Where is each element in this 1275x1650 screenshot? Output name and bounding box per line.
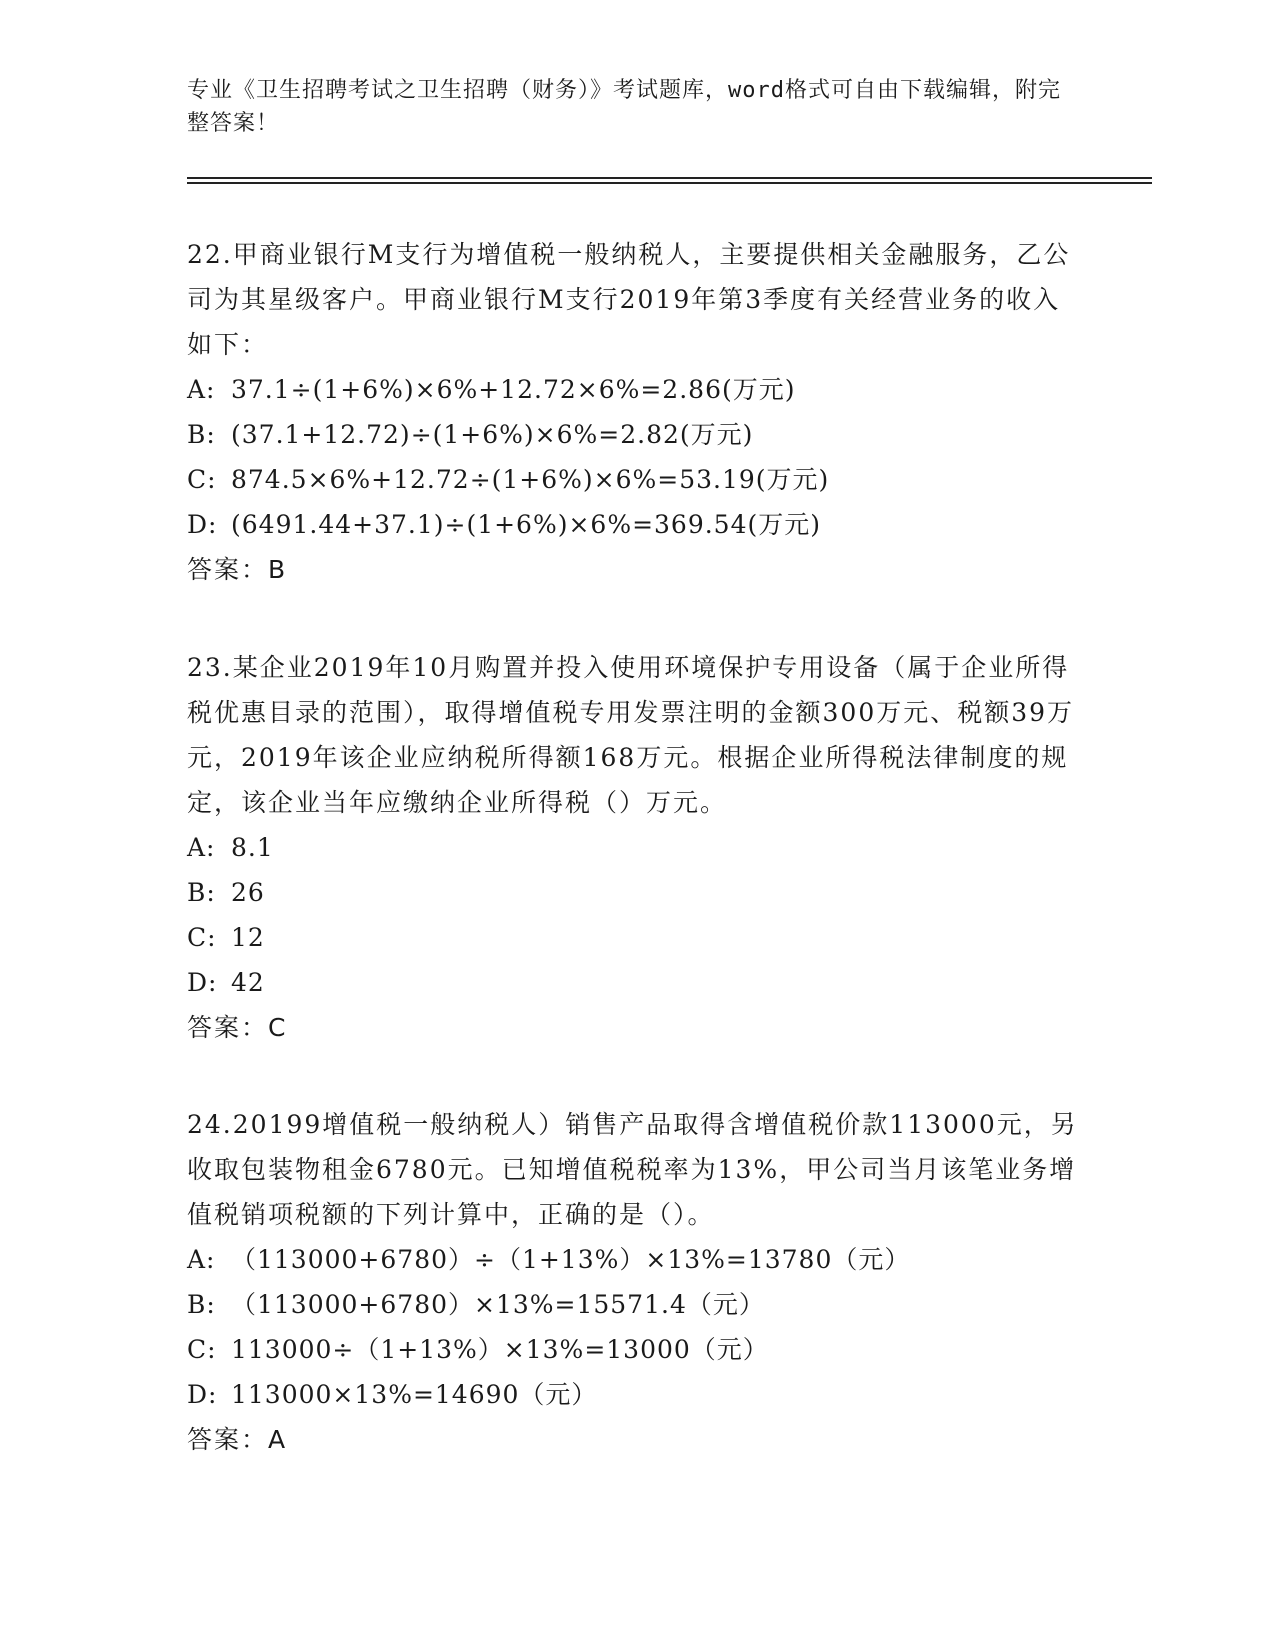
answer-line: 答案：C (187, 1013, 288, 1042)
question-23 (187, 645, 1087, 1050)
option-text: 12 (231, 923, 265, 952)
option-text: （113000+6780）×13%=15571.4（元） (231, 1290, 765, 1319)
answer-line: 答案：A (187, 1425, 288, 1454)
option-letter: C: (187, 1335, 217, 1364)
option-letter: B: (187, 1290, 216, 1319)
option-c (187, 457, 1087, 502)
option-letter: B: (187, 420, 216, 449)
option-text: (6491.44+37.1)÷(1+6%)×6%=369.54(万元) (231, 510, 822, 539)
option-text: 8.1 (231, 833, 274, 862)
question-24 (187, 1102, 1087, 1462)
question-stem: 24.20199增值税一般纳税人）销售产品取得含增值税价款113000元，另收取包装物租金6780元。已知增值税税率为13%，甲公司当月该笔业务增值税销项税额的下列计算中，正确的是（）。 (187, 1110, 1078, 1229)
option-text: 42 (231, 968, 265, 997)
option-letter: A: (187, 833, 216, 862)
question-stem: 23.某企业2019年10月购置并投入使用环境保护专用设备（属于企业所得税优惠目录的范围），取得增值税专用发票注明的金额300万元、税额39万元，2019年该企业应纳税所得额168万元。根据企业所得税法律制度的规定，该企业当年应缴纳企业所得税（）万元。 (187, 653, 1075, 817)
document-header: 专业《卫生招聘考试之卫生招聘（财务）》考试题库，word格式可自由下载编辑，附完整答案！ (187, 78, 1061, 136)
option-letter: C: (187, 923, 217, 952)
option-text: 113000×13%=14690（元） (231, 1380, 598, 1409)
option-letter: B: (187, 878, 216, 907)
option-text: 26 (231, 878, 265, 907)
option-b (187, 412, 1087, 457)
option-letter: A: (187, 375, 216, 404)
answer-line: 答案：B (187, 555, 288, 584)
option-letter: D: (187, 1380, 218, 1409)
option-d (187, 1372, 1087, 1417)
option-letter: D: (187, 510, 218, 539)
option-d (187, 960, 1087, 1005)
option-letter: D: (187, 968, 218, 997)
option-letter: C: (187, 465, 217, 494)
question-stem: 22.甲商业银行M支行为增值税一般纳税人，主要提供相关金融服务，乙公司为其星级客户。甲商业银行M支行2019年第3季度有关经营业务的收入如下： (187, 240, 1071, 359)
option-d (187, 502, 1087, 547)
option-text: （113000+6780）÷（1+13%）×13%=13780（元） (231, 1245, 911, 1274)
option-a (187, 1237, 1087, 1282)
option-a (187, 367, 1087, 412)
option-b (187, 870, 1087, 915)
option-text: 874.5×6%+12.72÷(1+6%)×6%=53.19(万元) (231, 465, 830, 494)
option-text: (37.1+12.72)÷(1+6%)×6%=2.82(万元) (231, 420, 754, 449)
option-b (187, 1282, 1087, 1327)
header-divider-bottom (187, 182, 1152, 184)
header-divider-top (187, 177, 1152, 179)
option-text: 113000÷（1+13%）×13%=13000（元） (231, 1335, 769, 1364)
option-letter: A: (187, 1245, 216, 1274)
option-text: 37.1÷(1+6%)×6%+12.72×6%=2.86(万元) (231, 375, 796, 404)
option-c (187, 915, 1087, 960)
question-22 (187, 232, 1087, 592)
option-c (187, 1327, 1087, 1372)
option-a (187, 825, 1087, 870)
